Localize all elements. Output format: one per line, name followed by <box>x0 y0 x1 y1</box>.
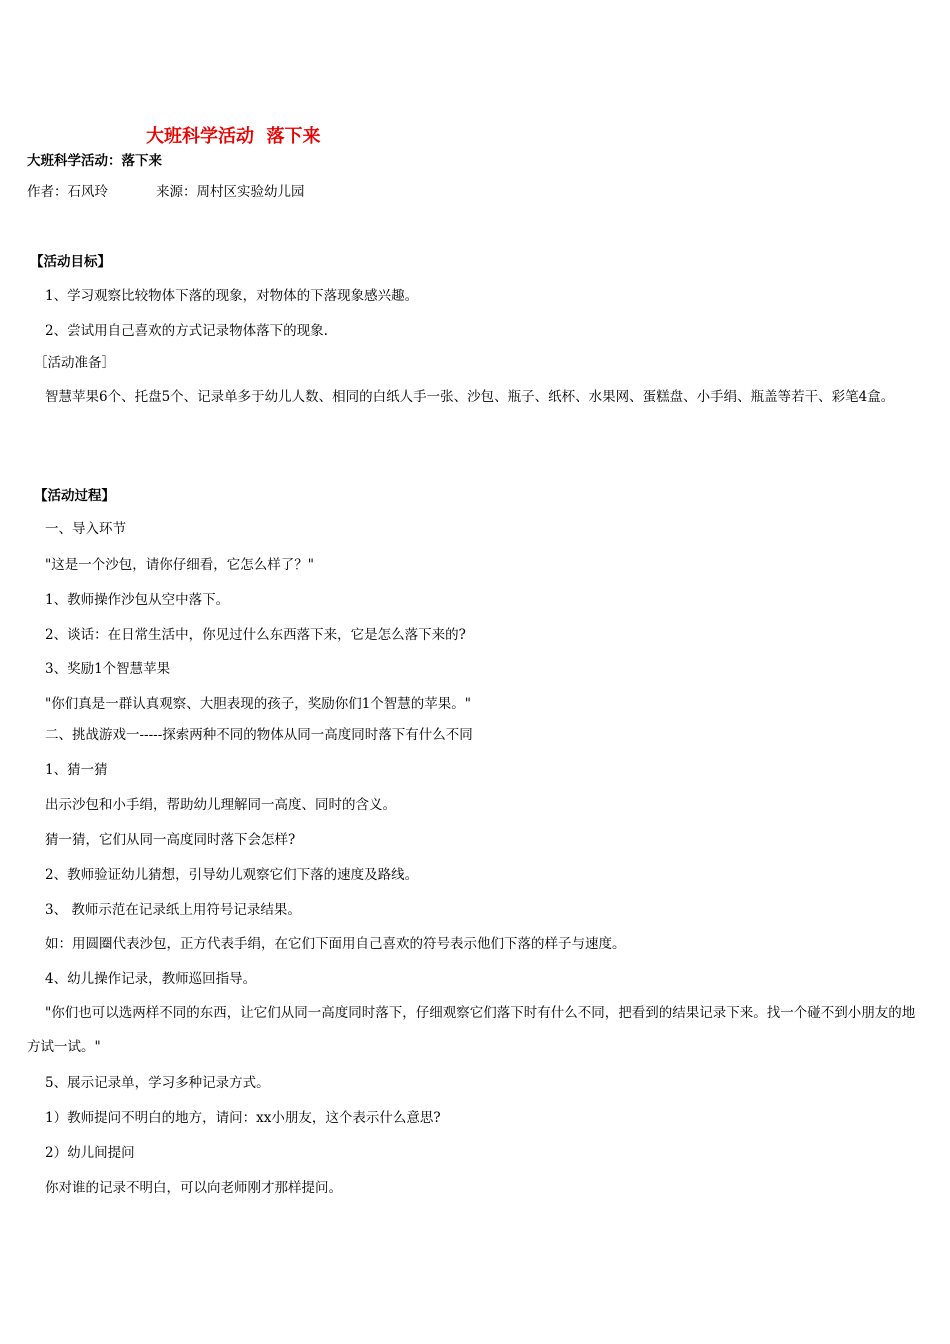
process-heading: 【活动过程】 <box>34 488 115 504</box>
process-line: 一、导入环节 <box>45 521 126 537</box>
byline <box>27 183 305 201</box>
source-text: 来源：周村区实验幼儿园 <box>156 184 305 200</box>
process-line: 猜一猜，它们从同一高度同时落下会怎样? <box>45 832 296 848</box>
process-line: 如：用圆圈代表沙包，正方代表手绢，在它们下面用自己喜欢的符号表示他们下落的样子与速度。 <box>45 936 626 952</box>
process-line: 1、教师操作沙包从空中落下。 <box>45 592 230 608</box>
goal-item: 1、学习观察比较物体下落的现象，对物体的下落现象感兴趣。 <box>45 288 419 304</box>
document-title: 大班科学活动 落下来 <box>146 126 321 147</box>
process-line: 你对谁的记录不明白，可以向老师刚才那样提问。 <box>45 1180 342 1196</box>
process-line: 1）教师提问不明白的地方，请问：xx小朋友，这个表示什么意思? <box>45 1110 441 1126</box>
process-line: 5、展示记录单，学习多种记录方式。 <box>45 1075 270 1091</box>
author-text: 作者：石风玲 <box>27 184 108 200</box>
process-line: 3、 教师示范在记录纸上用符号记录结果。 <box>45 902 301 918</box>
process-line: 2、教师验证幼儿猜想，引导幼儿观察它们下落的速度及路线。 <box>45 867 419 883</box>
goals-heading: 【活动目标】 <box>30 254 111 270</box>
process-line: "你们真是一群认真观察、大胆表现的孩子，奖励你们1个智慧的苹果。" <box>45 696 472 712</box>
goal-item: 2、尝试用自己喜欢的方式记录物体落下的现象. <box>45 323 328 339</box>
document-subtitle: 大班科学活动：落下来 <box>27 153 162 169</box>
prep-heading: ［活动准备］ <box>34 355 115 371</box>
process-long-quote: "你们也可以选两样不同的东西，让它们从同一高度同时落下，仔细观察它们落下时有什么不同，把看到的结果记录下来。找一个碰不到小朋友的地方试一试。" <box>27 1005 916 1055</box>
process-line: 出示沙包和小手绢，帮助幼儿理解同一高度、同时的含义。 <box>45 797 396 813</box>
process-line: 4、幼儿操作记录，教师巡回指导。 <box>45 971 257 987</box>
process-line: 3、奖励1个智慧苹果 <box>45 661 171 677</box>
prep-text: 智慧苹果6个、托盘5个、记录单多于幼儿人数、相同的白纸人手一张、沙包、瓶子、纸杯、水果网、蛋糕盘、小手绢、瓶盖等若干、彩笔4盒。 <box>45 389 895 405</box>
process-line: 2）幼儿间提问 <box>45 1145 135 1161</box>
process-line: "这是一个沙包，请你仔细看，它怎么样了？" <box>45 557 314 573</box>
process-line: 2、谈话：在日常生活中，你见过什么东西落下来，它是怎么落下来的? <box>45 627 466 643</box>
process-line: 1、猜一猜 <box>45 762 108 778</box>
process-line: 二、挑战游戏一-----探索两种不同的物体从同一高度同时落下有什么不同 <box>45 727 473 743</box>
